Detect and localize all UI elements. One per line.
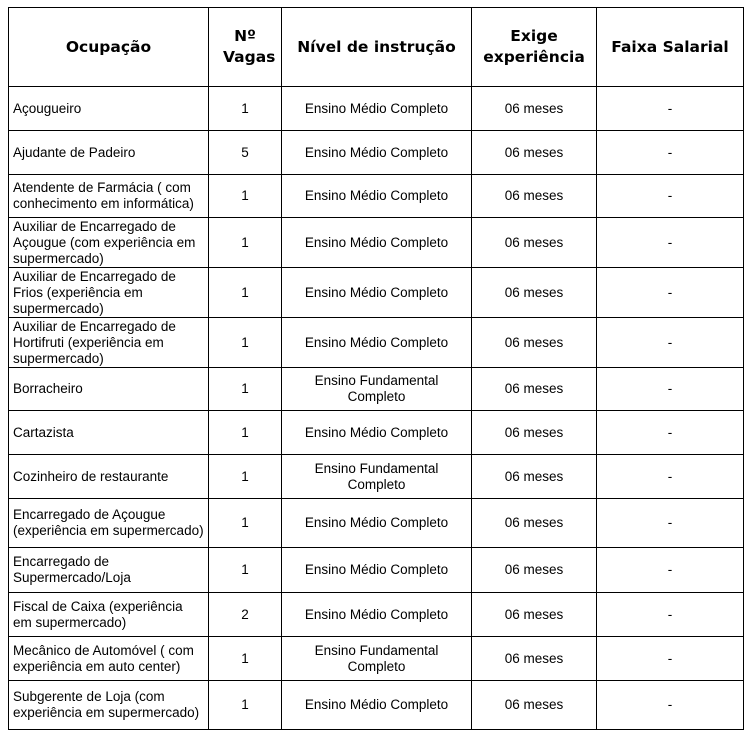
cell-faixa-salarial: - xyxy=(597,548,744,593)
cell-experiencia: 06 meses xyxy=(472,499,597,548)
cell-ocupacao: Fiscal de Caixa (experiência em supermercado) xyxy=(9,593,209,637)
cell-ocupacao: Cartazista xyxy=(9,411,209,455)
table-body xyxy=(9,87,744,730)
header-vagas: Nº Vagas xyxy=(209,8,282,87)
cell-vagas: 1 xyxy=(209,499,282,548)
cell-faixa-salarial: - xyxy=(597,593,744,637)
cell-experiencia: 06 meses xyxy=(472,175,597,218)
cell-experiencia: 06 meses xyxy=(472,455,597,499)
cell-nivel-instrucao: Ensino Médio Completo xyxy=(282,218,472,268)
cell-experiencia: 06 meses xyxy=(472,131,597,175)
table-row xyxy=(9,681,744,730)
cell-experiencia: 06 meses xyxy=(472,268,597,318)
table-header-row xyxy=(9,8,744,87)
cell-ocupacao: Encarregado de Supermercado/Loja xyxy=(9,548,209,593)
cell-faixa-salarial: - xyxy=(597,368,744,411)
table-row xyxy=(9,637,744,681)
table-row xyxy=(9,368,744,411)
table-row xyxy=(9,218,744,268)
cell-nivel-instrucao: Ensino Fundamental Completo xyxy=(282,368,472,411)
cell-nivel-instrucao: Ensino Fundamental Completo xyxy=(282,637,472,681)
header-nivel-instrucao: Nível de instrução xyxy=(282,8,472,87)
cell-faixa-salarial: - xyxy=(597,455,744,499)
cell-vagas: 1 xyxy=(209,368,282,411)
cell-nivel-instrucao: Ensino Fundamental Completo xyxy=(282,455,472,499)
cell-ocupacao: Subgerente de Loja (com experiência em supermercado) xyxy=(9,681,209,730)
cell-nivel-instrucao: Ensino Médio Completo xyxy=(282,87,472,131)
table-row xyxy=(9,268,744,318)
cell-ocupacao: Ajudante de Padeiro xyxy=(9,131,209,175)
cell-faixa-salarial: - xyxy=(597,218,744,268)
cell-ocupacao: Borracheiro xyxy=(9,368,209,411)
cell-vagas: 1 xyxy=(209,218,282,268)
cell-faixa-salarial: - xyxy=(597,131,744,175)
cell-vagas: 1 xyxy=(209,681,282,730)
vacancy-table xyxy=(8,7,744,730)
cell-experiencia: 06 meses xyxy=(472,87,597,131)
cell-vagas: 1 xyxy=(209,548,282,593)
cell-nivel-instrucao: Ensino Médio Completo xyxy=(282,318,472,368)
table-row xyxy=(9,87,744,131)
table-row xyxy=(9,499,744,548)
cell-vagas: 5 xyxy=(209,131,282,175)
cell-experiencia: 06 meses xyxy=(472,593,597,637)
cell-ocupacao: Auxiliar de Encarregado de Hortifruti (experiência em supermercado) xyxy=(9,318,209,368)
cell-faixa-salarial: - xyxy=(597,681,744,730)
cell-ocupacao: Auxiliar de Encarregado de Frios (experiência em supermercado) xyxy=(9,268,209,318)
cell-experiencia: 06 meses xyxy=(472,318,597,368)
cell-experiencia: 06 meses xyxy=(472,681,597,730)
cell-nivel-instrucao: Ensino Médio Completo xyxy=(282,548,472,593)
cell-nivel-instrucao: Ensino Médio Completo xyxy=(282,411,472,455)
cell-vagas: 1 xyxy=(209,268,282,318)
table-row xyxy=(9,455,744,499)
cell-ocupacao: Encarregado de Açougue (experiência em supermercado) xyxy=(9,499,209,548)
cell-vagas: 1 xyxy=(209,175,282,218)
cell-experiencia: 06 meses xyxy=(472,218,597,268)
cell-faixa-salarial: - xyxy=(597,87,744,131)
cell-ocupacao: Cozinheiro de restaurante xyxy=(9,455,209,499)
cell-vagas: 1 xyxy=(209,87,282,131)
cell-experiencia: 06 meses xyxy=(472,411,597,455)
cell-nivel-instrucao: Ensino Médio Completo xyxy=(282,131,472,175)
cell-nivel-instrucao: Ensino Médio Completo xyxy=(282,175,472,218)
cell-experiencia: 06 meses xyxy=(472,637,597,681)
cell-experiencia: 06 meses xyxy=(472,368,597,411)
cell-ocupacao: Mecânico de Automóvel ( com experiência em auto center) xyxy=(9,637,209,681)
header-faixa-salarial: Faixa Salarial xyxy=(597,8,744,87)
cell-faixa-salarial: - xyxy=(597,175,744,218)
header-ocupacao: Ocupação xyxy=(9,8,209,87)
cell-vagas: 1 xyxy=(209,411,282,455)
cell-nivel-instrucao: Ensino Médio Completo xyxy=(282,681,472,730)
table-row xyxy=(9,548,744,593)
cell-vagas: 1 xyxy=(209,455,282,499)
table-row xyxy=(9,175,744,218)
cell-ocupacao: Atendente de Farmácia ( com conhecimento em informática) xyxy=(9,175,209,218)
cell-faixa-salarial: - xyxy=(597,411,744,455)
cell-vagas: 1 xyxy=(209,318,282,368)
table-row xyxy=(9,593,744,637)
cell-vagas: 2 xyxy=(209,593,282,637)
cell-nivel-instrucao: Ensino Médio Completo xyxy=(282,499,472,548)
cell-ocupacao: Auxiliar de Encarregado de Açougue (com experiência em supermercado) xyxy=(9,218,209,268)
cell-faixa-salarial: - xyxy=(597,637,744,681)
table-row xyxy=(9,131,744,175)
table-row xyxy=(9,411,744,455)
cell-faixa-salarial: - xyxy=(597,318,744,368)
cell-nivel-instrucao: Ensino Médio Completo xyxy=(282,268,472,318)
cell-faixa-salarial: - xyxy=(597,499,744,548)
cell-faixa-salarial: - xyxy=(597,268,744,318)
cell-experiencia: 06 meses xyxy=(472,548,597,593)
header-exige-experiencia: Exige experiência xyxy=(472,8,597,87)
cell-nivel-instrucao: Ensino Médio Completo xyxy=(282,593,472,637)
table-row xyxy=(9,318,744,368)
cell-vagas: 1 xyxy=(209,637,282,681)
cell-ocupacao: Açougueiro xyxy=(9,87,209,131)
